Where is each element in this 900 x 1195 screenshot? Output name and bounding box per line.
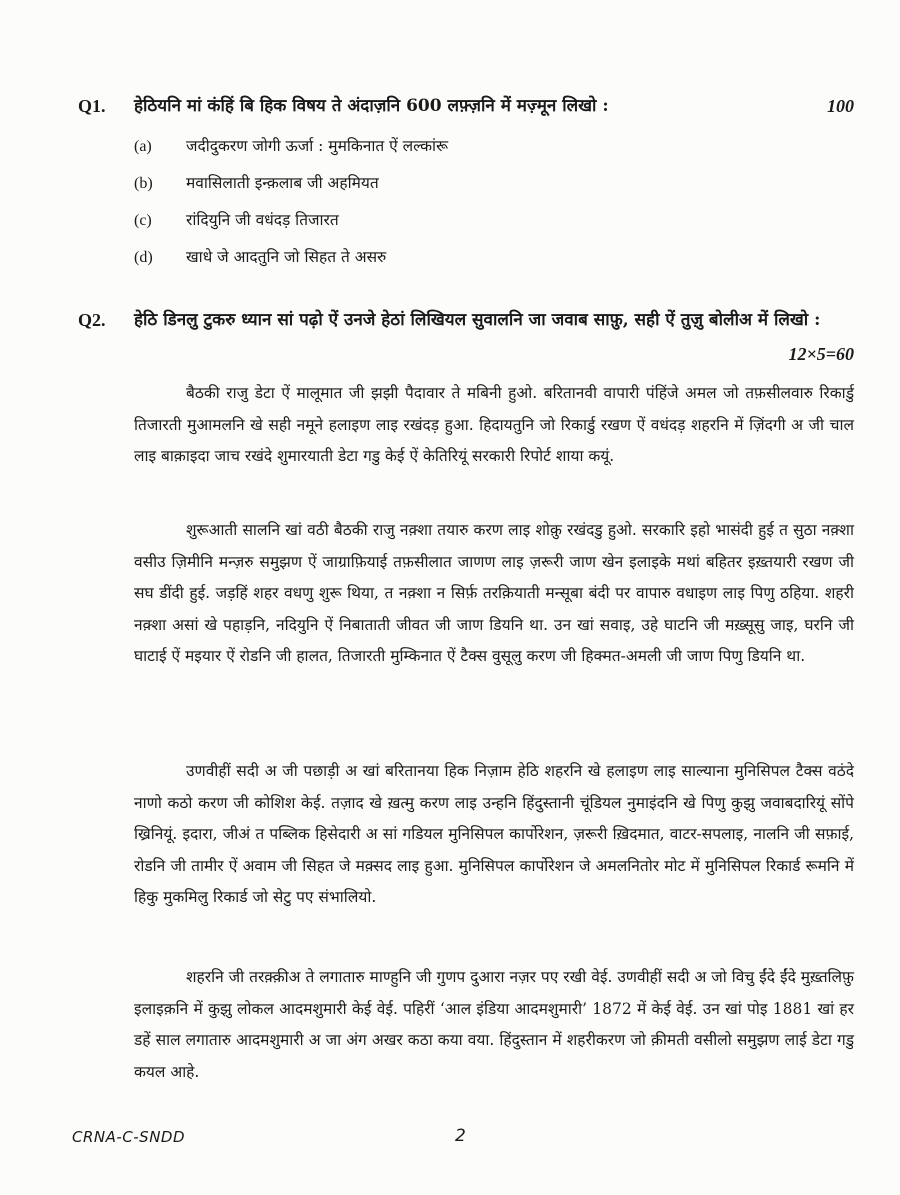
- passage-paragraph-3: उणवीहीं सदी अ जी पछाड़ी अ खां बरितानया हिक निज़ाम हेठि शहरनि खे हलाइण लाइ साल्याना मुनिसिपल टैक्स वठंदे नाणो कठो करण जी कोशिश केई. तज़ाद खे ख़त्मु करण लाइ उन्हनि हिंदुस्तानी चूंडियल नुमाइंदनि खे पिणु कुझु जवाबदारियूं सोंपे ख्रिनियूं. इदारा, जीअं त पब्लिक हिसेदारी अ सां गडियल मुनिसिपल कार्पोरेशन, ज़रूरी ख़िदमात, वाटर-सपलाइ, नालनि जी सफ़ाई, रोडनि जी तामीर ऐं अवाम जी सिहत जे मक़्सद लाइ हुआ. मुनिसिपल कार्पोरेशन जे अमलनितोर मोट में मुनिसिपल रिकार्ड रूमनि में हिकु मुकमिलु रिकार्ड जो सेटु पए संभालियो.: [134, 762, 854, 906]
- q1-text: हेठियनि मां कंहिं बि हिक विषय ते अंदाज़नि 600 लफ़्ज़नि में मज़्मून लिखो :: [134, 96, 609, 116]
- q2-heading: [78, 305, 854, 369]
- passage-paragraph-1: बैठकी राजु डेटा ऐं मालूमात जी झझी पैदावार ते मबिनी हुओ. बरितानवी वापारी पंहिंजे अमल जो तफ़सीलवारु रिकार्डु तिजारती मुआमलनि खे सही नमूने हलाइण लाइ रखंदड़ हुआ. हिदायतुनि जो रिकार्डु रखण ऐं वधंदड़ शहरनि में ज़िंदगी अ जी चाल लाइ बाक़ाइदा जाच रखंदे शुमारयाती डेटा गडु केई ऐं केतिरियूं सरकारी रिपोर्ट शाया कयूं.: [134, 384, 854, 465]
- passage-paragraph-4: शहरनि जी तरक़्क़ीअ ते लगातारु माण्हुनि जी गुणप दुआरा नज़र पए रखी वेई. उणवीहीं सदी अ जो विचु ईंदे ईंदे मुख़्तलिफ़ु इलाइक़नि में कुझु लोकल आदमशुमारी केई वेई. पहिरीं ‘आल इंडिया आदमशुमारी’ 1872 में केई वेई. उन खां पोइ 1881 खां हर डहें साल लगातारु आदमशुमारी अ जा अंग अखर कठा कया वया. हिंदुस्तान में शहरीकरण जो क़ीमती वसीलो समुझण लाई डेटा गडु कयल आहे.: [134, 968, 854, 1081]
- option-text: रांदियुनि जी वधंदड़ तिजारत: [186, 211, 339, 229]
- option-text: खाधे जे आदतुनि जो सिहत ते असरु: [186, 248, 387, 266]
- q2-marks: 12×5=60: [788, 344, 854, 364]
- q1-marks: 100: [827, 96, 854, 116]
- option-label: (c): [134, 212, 152, 229]
- paper-code: CRNA-C-SNDD: [72, 1128, 186, 1146]
- q1-option-a: [134, 133, 448, 160]
- option-text: जदीदुकरण जोगी ऊर्जा : मुमकिनात ऐं लल्कांरू: [186, 137, 449, 155]
- option-label: (d): [134, 249, 153, 266]
- option-label: (a): [134, 138, 152, 155]
- option-label: (b): [134, 175, 153, 192]
- q2-text: हेठि डिनलु टुकरु ध्यान सां पढ़ो ऐं उनजे हेठां लिखियल सुवालनि जा जवाब साफ़ु, सही ऐं तुज़ु बोलीअ में लिखो :: [134, 310, 821, 330]
- page-number: 2: [455, 1126, 466, 1146]
- q1-option-c: [134, 207, 339, 234]
- q1-number: Q1.: [78, 96, 106, 116]
- q1-option-b: [134, 170, 379, 197]
- option-text: मवासिलाती इन्क़लाब जी अहमियत: [186, 174, 379, 192]
- q2-number: Q2.: [78, 310, 106, 330]
- q1-option-d: [134, 244, 386, 271]
- passage-paragraph-2: शुरूआती सालनि खां वठी बैठकी राजु नक़्शा तयारु करण लाइ शोक़ु रखंदडु हुओ. सरकारि इहो भासंदी हुई त सुठा नक़्शा वसीउ ज़िमीनि मन्ज़रु समुझण ऐं जाग्राफ़ियाई तफ़सीलात जाणण लाइ ज़रूरी जाण खेन इलाइके मथां बहितर इख़्तयारी रखण जी सघ डींदी हुई. जड़हिं शहर वधणु शुरू थिया, त नक़्शा न सिर्फ़ तरक़ियाती मन्सूबा बंदी पर वापारु वधाइण लाइ पिणु ठहिया. शहरी नक़्शा असां खे पहाड़नि, नदियुनि ऐं निबाताती जीवत जी जाण डियनि था. उन खां सवाइ, उहे घाटनि जी मख़्सूसु जाइ, घरनि जी घाटाई ऐं मइयार ऐं रोडनि जी हालत, तिजारती मुम्किनात ऐं टैक्स वुसूलु करण जी हिक्मत-अमली जी जाण पिणु डियनि था.: [134, 521, 854, 665]
